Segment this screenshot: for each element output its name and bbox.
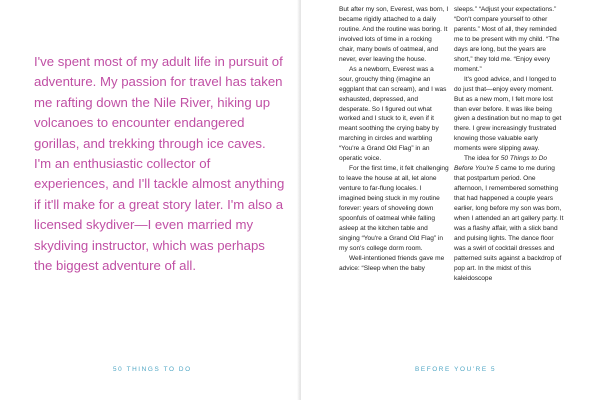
body-paragraph: As a newborn, Everest was a sour, grouchy thing (imagine an eggplant that can scream), and I was exhausted, depressed, and desperate. So I figured out what worked and I stuck to it, even if it meant soothing the crying baby by marching in circles and warbling “You're a Grand Old Flag” in an operatic voice. [339,65,447,163]
body-paragraph: It's good advice, and I longed to do just that—enjoy every moment. But as a new mom, I felt more lost than ever before. It was like being given a destination but no map to get there. I grew increasingly frustrated knowing those valuable early moments were slipping away. [454,75,562,153]
body-paragraph [454,154,564,283]
body-text-lead: The idea for [464,155,501,163]
book-title: 50 Things to Do Before You're 5 [454,155,547,173]
body-text-column-1 [339,5,449,274]
body-paragraph: sleeps.” “Adjust your expectations.” “Don't compare yourself to other parents.” Most of all, they reminded me to be present with my child. “The days are long, but the years are short,” they told me. “Enjoy every moment.” [454,6,560,73]
body-paragraph: For the first time, it felt challenging to leave the house at all, let alone venture to far-flung locales. I imagined being stuck in my routine forever: years of shoveling down spoonfuls of oatmeal while falling asleep at the kitchen table and singing “You're a Grand Old Flag” in my son's college dorm room. [339,165,449,252]
running-footer-left: 50 THINGS TO DO [113,366,192,373]
body-paragraph: Well-intentioned friends gave me advice: “Sleep when the baby [339,254,445,272]
body-paragraph: But after my son, Everest, was born, I became rigidly attached to a daily routine. And the routine was boring. It involved lots of time in a rocking chair, many bowls of oatmeal, and never, ever leaving the house. [339,6,449,63]
running-footer-right: BEFORE YOU'RE 5 [415,366,497,373]
pull-quote: I've spent most of my adult life in pursuit of adventure. My passion for travel has taken me rafting down the Nile River, hiking up volcanoes to encounter endangered gorillas, and trekking through ice caves. I'm an enthusiastic collector of experiences, and I'll tackle almost anything if it'll make for a great story later. I'm also a licensed skydiver—I even married my skydiving instructor, which was perhaps the biggest adventure of all. [34,54,285,274]
left-page [0,0,299,400]
body-text-continuation: came to me during that postpartum period. One afternoon, I remembered something that had happened a couple years earlier, long before my son was born, when I attended an art gallery party. It was a flashy affair, with a slick band and pulsing lights. The dance floor was a swirl of cocktail dresses and patterned suits against a backdrop of pop art. In the midst of this kaleidoscope [454,165,564,282]
body-text-column-2 [454,5,564,284]
